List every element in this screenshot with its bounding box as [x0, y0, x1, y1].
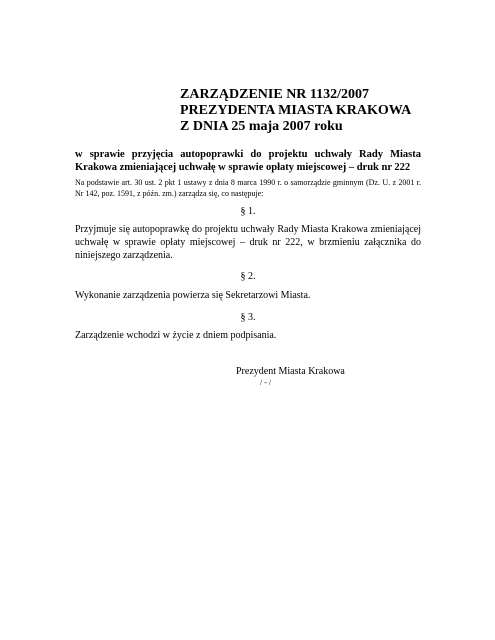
document-subject: w sprawie przyjęcia autopoprawki do projektu uchwały Rady Miasta Krakowa zmieniającej uchwałę w sprawie opłaty miejscowej – druk nr 222: [75, 149, 421, 173]
section-1-text: Przyjmuje się autopoprawkę do projektu uchwały Rady Miasta Krakowa zmieniającej uchwałę w sprawie opłaty miejscowej – druk nr 222, w brzmieniu załącznika do niniejszego zarządzenia.: [75, 224, 421, 261]
section-2-text: Wykonanie zarządzenia powierza się Sekretarzowi Miasta.: [75, 290, 311, 301]
section-1-heading: § 1.: [240, 206, 256, 217]
section-3-heading: § 3.: [240, 312, 256, 323]
section-3-text: Zarządzenie wchodzi w życie z dniem podpisania.: [75, 330, 277, 341]
title-line-date: Z DNIA 25 maja 2007 roku: [180, 119, 343, 134]
title-line-ordinance-number: ZARZĄDZENIE NR 1132/2007: [180, 87, 370, 102]
legal-basis: Na podstawie art. 30 ust. 2 pkt 1 ustawy z dnia 8 marca 1990 r. o samorządzie gminnym (Dz. U. z 2001 r. Nr 142, poz. 1591, z późn. zm.) zarządza się, co następuje:: [75, 178, 421, 198]
signature-mark: / - /: [260, 378, 272, 387]
section-2-heading: § 2.: [240, 271, 256, 282]
title-line-issuer: PREZYDENTA MIASTA KRAKOWA: [180, 103, 412, 118]
signature-title: Prezydent Miasta Krakowa: [236, 366, 345, 377]
document-title: [180, 87, 420, 135]
